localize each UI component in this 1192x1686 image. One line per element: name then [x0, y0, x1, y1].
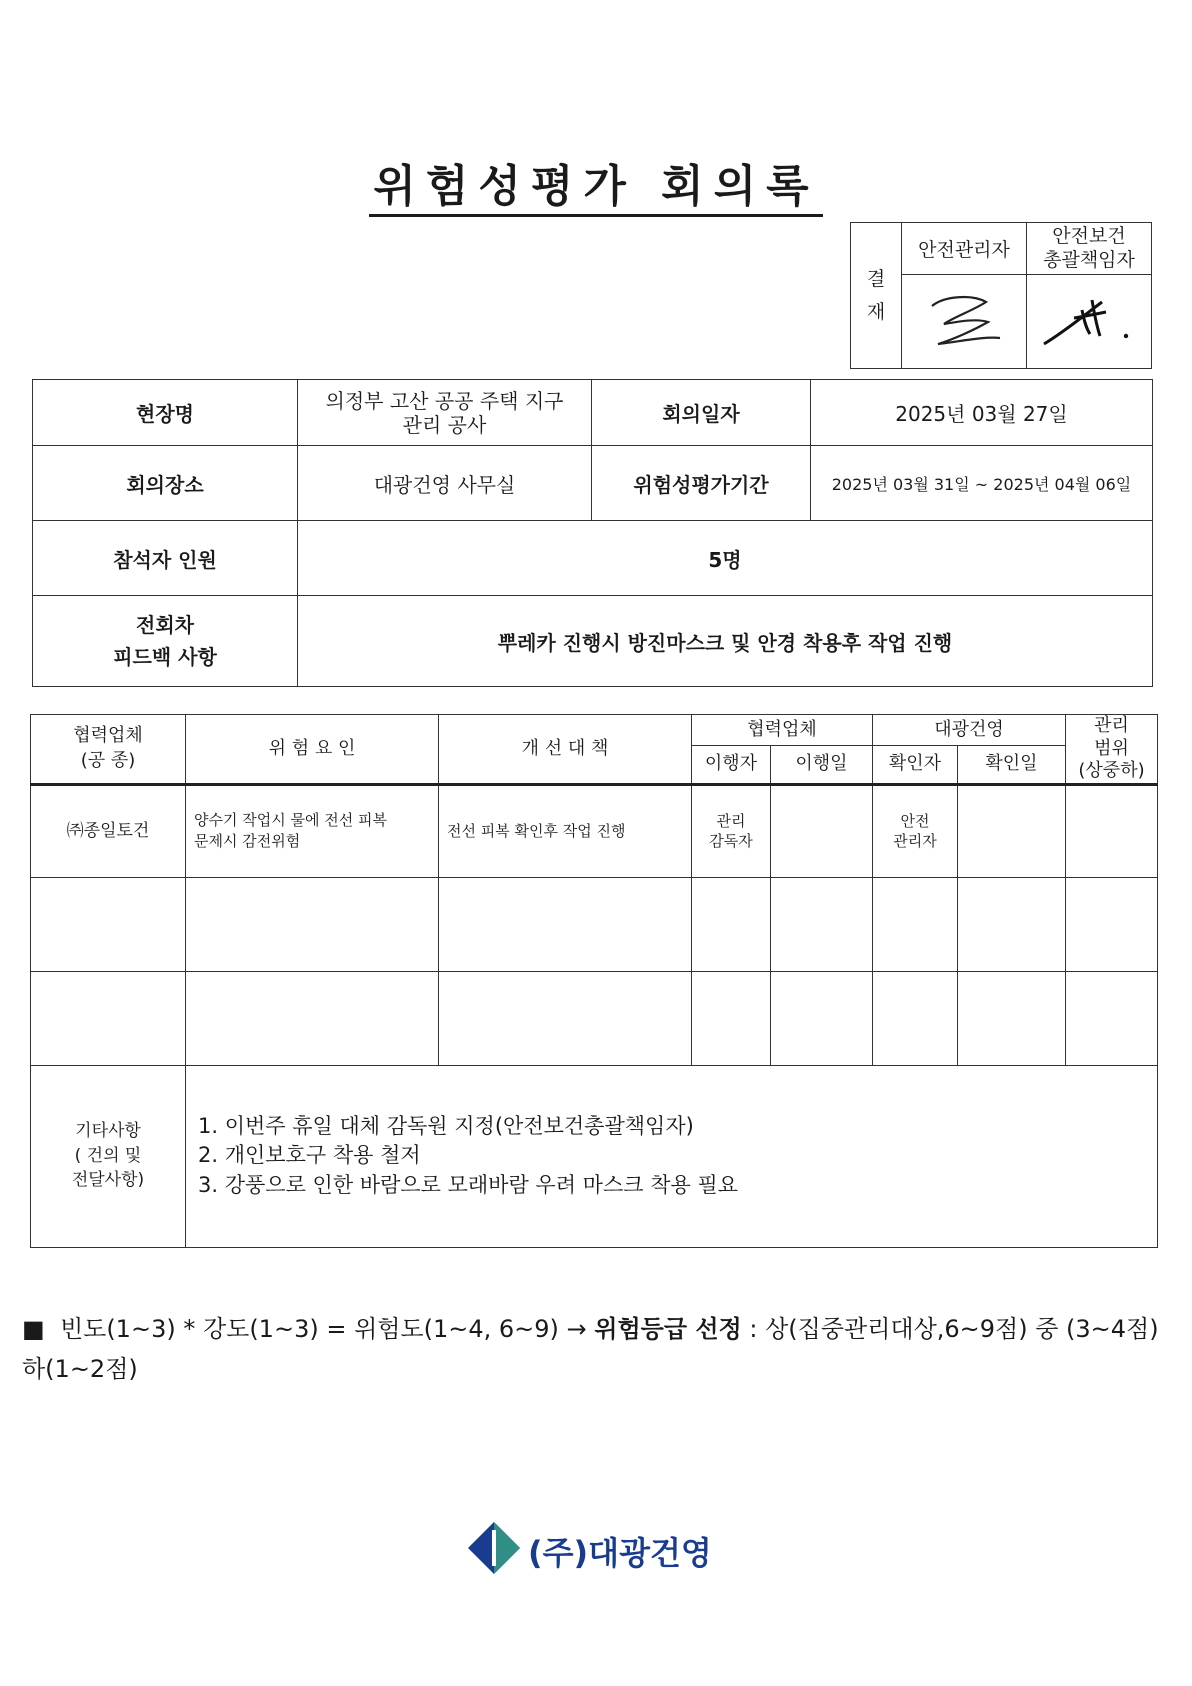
- attendees-label: 참석자 인원: [33, 521, 298, 596]
- row-checker: 안전 관리자: [873, 784, 958, 877]
- header-measure: 개 선 대 책: [439, 715, 692, 785]
- header-check-date: 확인일: [958, 746, 1066, 784]
- etc-label: 기타사항 ( 건의 및 전달사항): [31, 1065, 186, 1247]
- row-partner: ㈜종일토건: [31, 784, 186, 877]
- etc-item: 3. 강풍으로 인한 바람으로 모래바람 우려 마스크 착용 필요: [198, 1172, 739, 1197]
- risk-assessment-table: [30, 714, 1158, 1248]
- diamond-logo-icon: [466, 1520, 522, 1576]
- feedback-value: 뿌레카 진행시 방진마스크 및 안경 착용후 작업 진행: [298, 596, 1153, 687]
- row-partner: [31, 877, 186, 971]
- approval-label: 결 재: [851, 223, 902, 369]
- header-executor: 이행자: [692, 746, 771, 784]
- period-value: 2025년 03월 31일 ~ 2025년 04월 06일: [811, 446, 1153, 521]
- header-partner: 협력업체 (공 종): [31, 715, 186, 785]
- row-check-date: [958, 784, 1066, 877]
- row-executor: [692, 971, 771, 1065]
- row-exec-date: [771, 877, 873, 971]
- row-scope: [1066, 971, 1158, 1065]
- row-risk-factor: [186, 971, 439, 1065]
- row-exec-date: [771, 971, 873, 1065]
- row-risk-factor: 양수기 작업시 물에 전선 피복 문제시 감전위험: [186, 784, 439, 877]
- header-checker: 확인자: [873, 746, 958, 784]
- signature-general-manager: [1027, 275, 1152, 369]
- row-check-date: [958, 877, 1066, 971]
- row-check-date: [958, 971, 1066, 1065]
- approval-col-general-manager: 안전보건 총괄책임자: [1027, 223, 1152, 275]
- header-partner-group: 협력업체: [692, 715, 873, 746]
- row-measure: [439, 877, 692, 971]
- logo-text: (주)대광건영: [528, 1534, 712, 1572]
- approval-box: [850, 222, 1152, 369]
- feedback-label: 전회차 피드백 사항: [33, 596, 298, 687]
- row-executor: 관리 감독자: [692, 784, 771, 877]
- period-label: 위험성평가기간: [592, 446, 811, 521]
- row-exec-date: [771, 784, 873, 877]
- row-partner: [31, 971, 186, 1065]
- formula-bold-text: 위험등급 선정: [594, 1315, 742, 1343]
- place-value: 대광건영 사무실: [298, 446, 592, 521]
- square-bullet-icon: ■: [22, 1315, 45, 1343]
- date-value: 2025년 03월 27일: [811, 380, 1153, 446]
- row-measure: [439, 971, 692, 1065]
- table-row: [31, 877, 1158, 971]
- signature-image: [914, 284, 1014, 354]
- etc-items: [186, 1065, 1158, 1247]
- signature-image: [1034, 284, 1144, 354]
- place-label: 회의장소: [33, 446, 298, 521]
- attendees-value: 5명: [298, 521, 1153, 596]
- row-risk-factor: [186, 877, 439, 971]
- approval-col-safety-manager: 안전관리자: [902, 223, 1027, 275]
- formula-grade-text: : 상(집중관리대상,6~9점) 중 (3~4점) 하(1~2점): [22, 1315, 1159, 1383]
- site-label: 현장명: [33, 380, 298, 446]
- table-row: [31, 784, 1158, 877]
- row-scope: [1066, 784, 1158, 877]
- header-company-group: 대광건영: [873, 715, 1066, 746]
- table-row: [31, 971, 1158, 1065]
- row-checker: [873, 971, 958, 1065]
- meeting-info-table: [32, 379, 1153, 687]
- row-measure: 전선 피복 확인후 작업 진행: [439, 784, 692, 877]
- risk-grade-formula: [22, 1310, 1172, 1389]
- etc-item: 1. 이번주 휴일 대체 감독원 지정(안전보건총괄책임자): [198, 1113, 694, 1138]
- row-scope: [1066, 877, 1158, 971]
- company-logo: [466, 1518, 726, 1578]
- page-title: 위험성평가 회의록: [0, 150, 1192, 214]
- header-risk-factor: 위 험 요 인: [186, 715, 439, 785]
- row-checker: [873, 877, 958, 971]
- etc-item: 2. 개인보호구 착용 철저: [198, 1143, 421, 1168]
- row-executor: [692, 877, 771, 971]
- header-exec-date: 이행일: [771, 746, 873, 784]
- formula-text: 빈도(1~3) * 강도(1~3) = 위험도(1~4, 6~9) →: [59, 1315, 587, 1343]
- header-scope: 관리 범위 (상중하): [1066, 715, 1158, 785]
- date-label: 회의일자: [592, 380, 811, 446]
- site-value: 의정부 고산 공공 주택 지구 관리 공사: [298, 380, 592, 446]
- signature-safety-manager: [902, 275, 1027, 369]
